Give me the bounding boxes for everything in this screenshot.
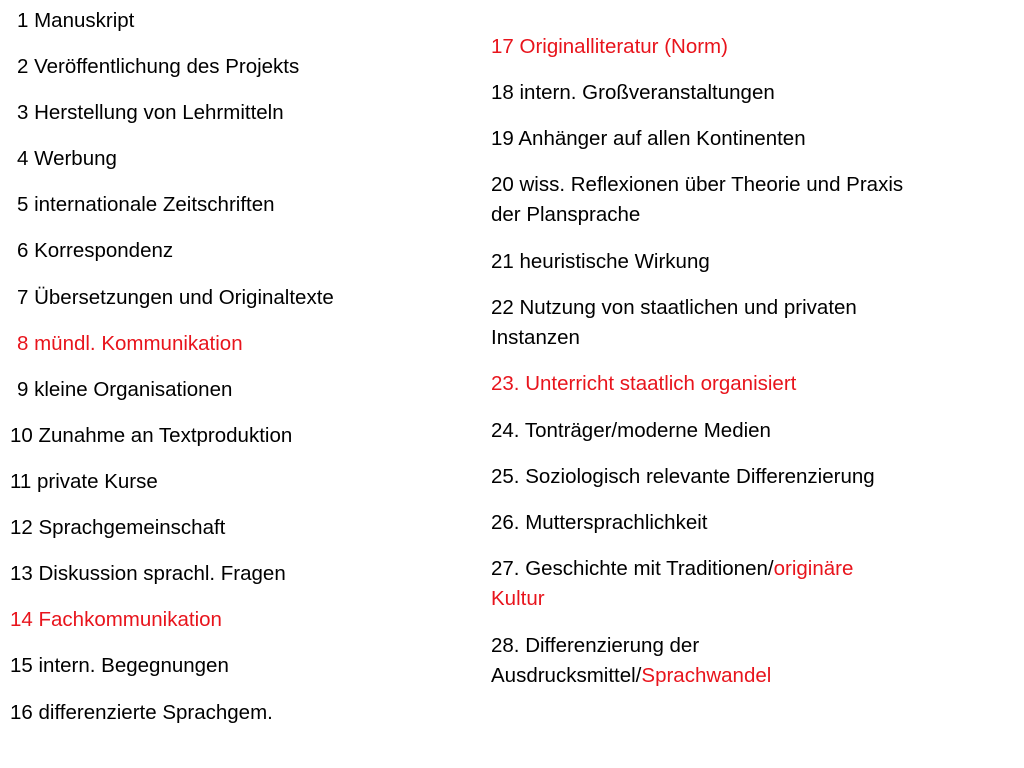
list-item-8-highlighted: 8 mündl. Kommunikation <box>17 332 243 355</box>
list-item-26: 26. Muttersprachlichkeit <box>491 511 708 534</box>
list-item-28-line-1: 28. Differenzierung der <box>491 634 700 657</box>
list-item-4: 4 Werbung <box>17 147 117 170</box>
list-item-19: 19 Anhänger auf allen Kontinenten <box>491 127 806 150</box>
list-item-24: 24. Tonträger/moderne Medien <box>491 419 771 442</box>
list-item-13: 13 Diskussion sprachl. Fragen <box>10 562 286 585</box>
list-item-15: 15 intern. Begegnungen <box>10 654 229 677</box>
list-item-9: 9 kleine Organisationen <box>17 378 233 401</box>
list-item-2: 2 Veröffentlichung des Projekts <box>17 55 300 78</box>
list-item-22-line-1: 22 Nutzung von staatlichen und privaten <box>491 296 857 319</box>
list-item-27-line-2-highlighted: Kultur <box>491 587 545 610</box>
list-item-22-line-2: Instanzen <box>491 326 580 349</box>
list-item-23-highlighted: 23. Unterricht staatlich organisiert <box>491 372 797 395</box>
list-item-10: 10 Zunahme an Textproduktion <box>10 424 293 447</box>
list-item-6: 6 Korrespondenz <box>17 239 174 262</box>
list-item-21: 21 heuristische Wirkung <box>491 250 710 273</box>
list-item-18: 18 intern. Großveranstaltungen <box>491 81 775 104</box>
list-item-14-highlighted: 14 Fachkommunikation <box>10 608 222 631</box>
list-item-28-highlight: Sprachwandel <box>641 664 772 687</box>
list-item-27-text: 27. Geschichte mit Traditionen/ <box>491 557 774 580</box>
list-item-3: 3 Herstellung von Lehrmitteln <box>17 101 284 124</box>
list-item-7: 7 Übersetzungen und Originaltexte <box>17 286 334 309</box>
list-item-27-line-1 <box>491 554 853 584</box>
list-item-20-line-1: 20 wiss. Reflexionen über Theorie und Praxis <box>491 173 904 196</box>
list-item-5: 5 internationale Zeitschriften <box>17 193 275 216</box>
list-item-11: 11 private Kurse <box>10 470 158 493</box>
list-item-25: 25. Soziologisch relevante Differenzierung <box>491 465 875 488</box>
list-item-17-highlighted: 17 Originalliteratur (Norm) <box>491 35 728 58</box>
list-item-12: 12 Sprachgemeinschaft <box>10 516 226 539</box>
list-item-1: 1 Manuskript <box>17 9 135 32</box>
list-item-28-text: Ausdrucksmittel/ <box>491 664 642 687</box>
list-item-16: 16 differenzierte Sprachgem. <box>10 701 273 724</box>
list-item-28-line-2 <box>491 661 771 691</box>
list-item-27-highlight: originäre <box>773 557 854 580</box>
list-item-20-line-2: der Plansprache <box>491 203 641 226</box>
